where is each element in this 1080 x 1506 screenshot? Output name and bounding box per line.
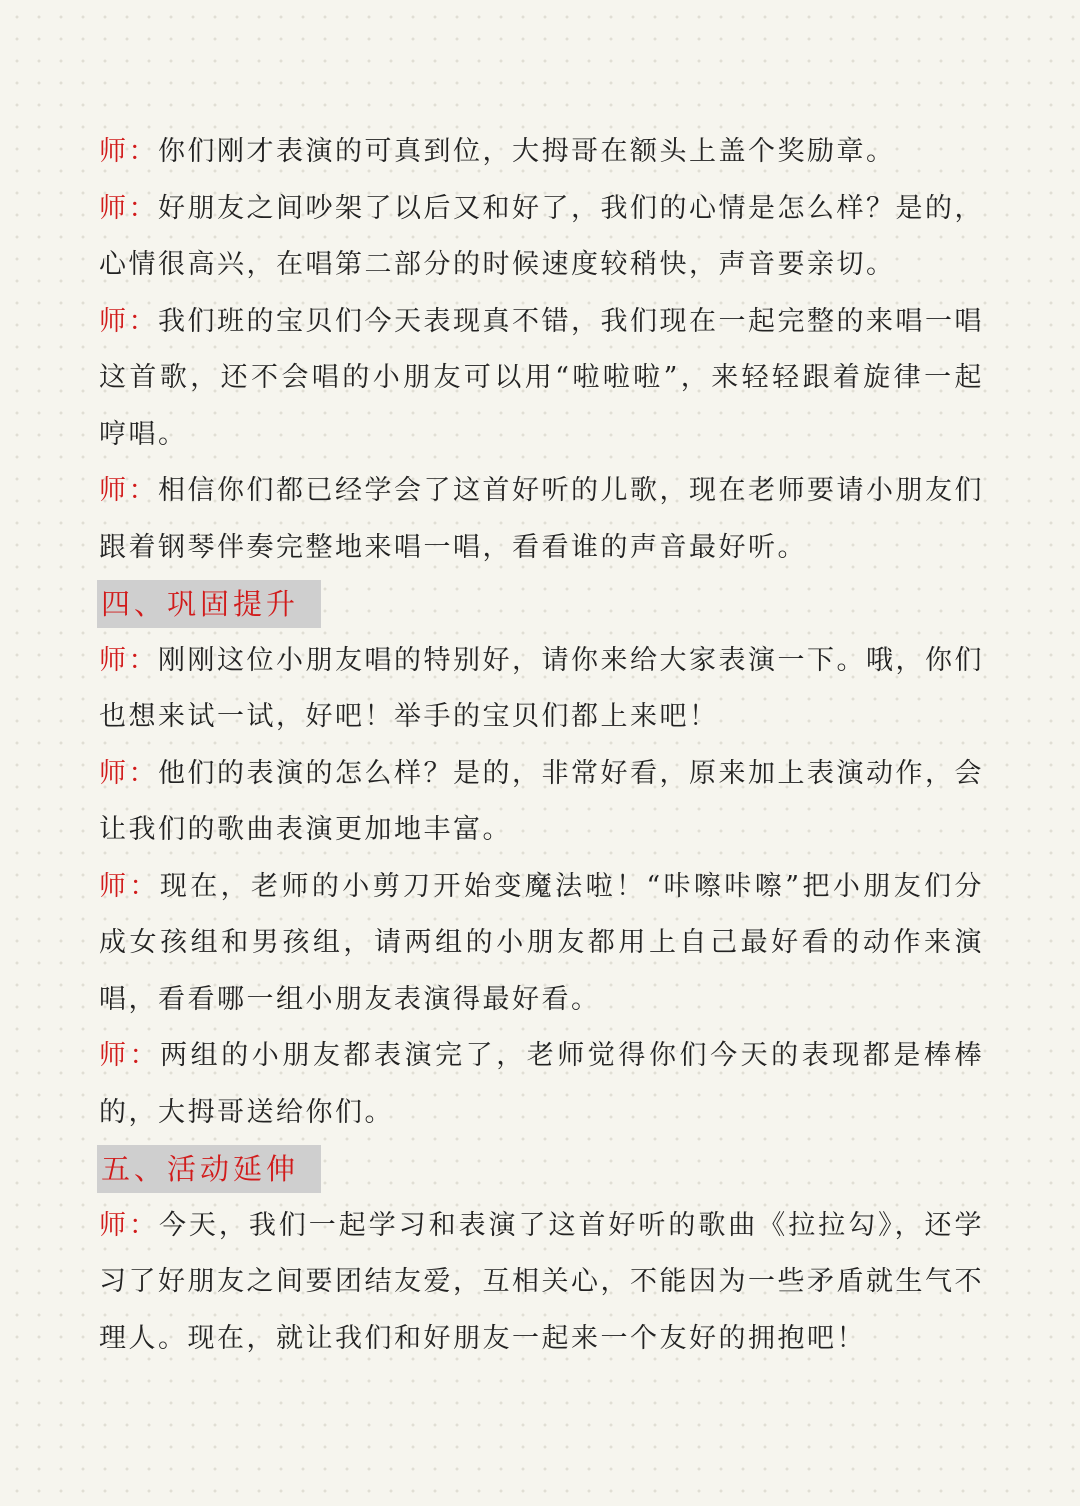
speaker-label: 师： — [99, 305, 158, 337]
section-heading-consolidate: 四、巩固提升 — [97, 580, 321, 628]
line-text: 刚刚这位小朋友唱的特别好，请你来给大家表演一下。哦，你们也想来试一试，好吧！举手的宝贝们都上来吧！ — [99, 644, 984, 732]
line-text: 两组的小朋友都表演完了，老师觉得你们今天的表现都是棒棒的，大拇哥送给你们。 — [99, 1040, 985, 1128]
line-text: 他们的表演的怎么样？是的，非常好看，原来加上表演动作，会让我们的歌曲表演更加地丰富。 — [99, 757, 984, 845]
speaker-label: 师： — [99, 1209, 159, 1241]
teacher-line — [0, 1028, 1080, 1141]
line-text: 我们班的宝贝们今天表现真不错，我们现在一起完整的来唱一唱这首歌，还不会唱的小朋友可以用“啦啦啦”，来轻轻跟着旋律一起哼唱。 — [99, 305, 984, 450]
teacher-line — [0, 463, 1080, 576]
speaker-label: 师： — [99, 870, 160, 902]
speaker-label: 师： — [99, 644, 158, 676]
teacher-line — [0, 1198, 1080, 1368]
line-text: 好朋友之间吵架了以后又和好了，我们的心情是怎么样？是的，心情很高兴，在唱第二部分的时候速度较稍快，声音要亲切。 — [99, 192, 984, 280]
teacher-line — [0, 633, 1080, 746]
teacher-line — [0, 746, 1080, 859]
line-text: 今天，我们一起学习和表演了这首好听的歌曲《拉拉勾》，还学习了好朋友之间要团结友爱，互相关心，不能因为一些矛盾就生气不理人。现在，就让我们和好朋友一起来一个友好的拥抱吧！ — [99, 1209, 985, 1354]
teacher-line — [0, 859, 1080, 1029]
speaker-label: 师： — [99, 475, 158, 506]
speaker-label: 师： — [99, 757, 158, 789]
document-page — [0, 124, 1080, 1367]
teacher-line — [0, 294, 1080, 464]
teacher-line — [0, 181, 1080, 294]
line-text: 现在，老师的小剪刀开始变魔法啦！“咔嚓咔嚓”把小朋友们分成女孩组和男孩组，请两组的小朋友都用上自己最好看的动作来演唱，看看哪一组小朋友表演得最好看。 — [99, 870, 985, 1015]
speaker-label: 师： — [99, 1040, 161, 1071]
teacher-line — [0, 124, 1080, 181]
line-text: 相信你们都已经学会了这首好听的儿歌，现在老师要请小朋友们跟着钢琴伴奏完整地来唱一唱，看看谁的声音最好听。 — [99, 475, 984, 563]
line-text: 你们刚才表演的可真到位，大拇哥在额头上盖个奖励章。 — [158, 136, 896, 167]
speaker-label: 师： — [99, 192, 158, 224]
speaker-label: 师： — [99, 136, 158, 167]
section-heading-row — [0, 1141, 1080, 1198]
section-heading-extension: 五、活动延伸 — [97, 1145, 321, 1193]
section-heading-row — [0, 576, 1080, 633]
